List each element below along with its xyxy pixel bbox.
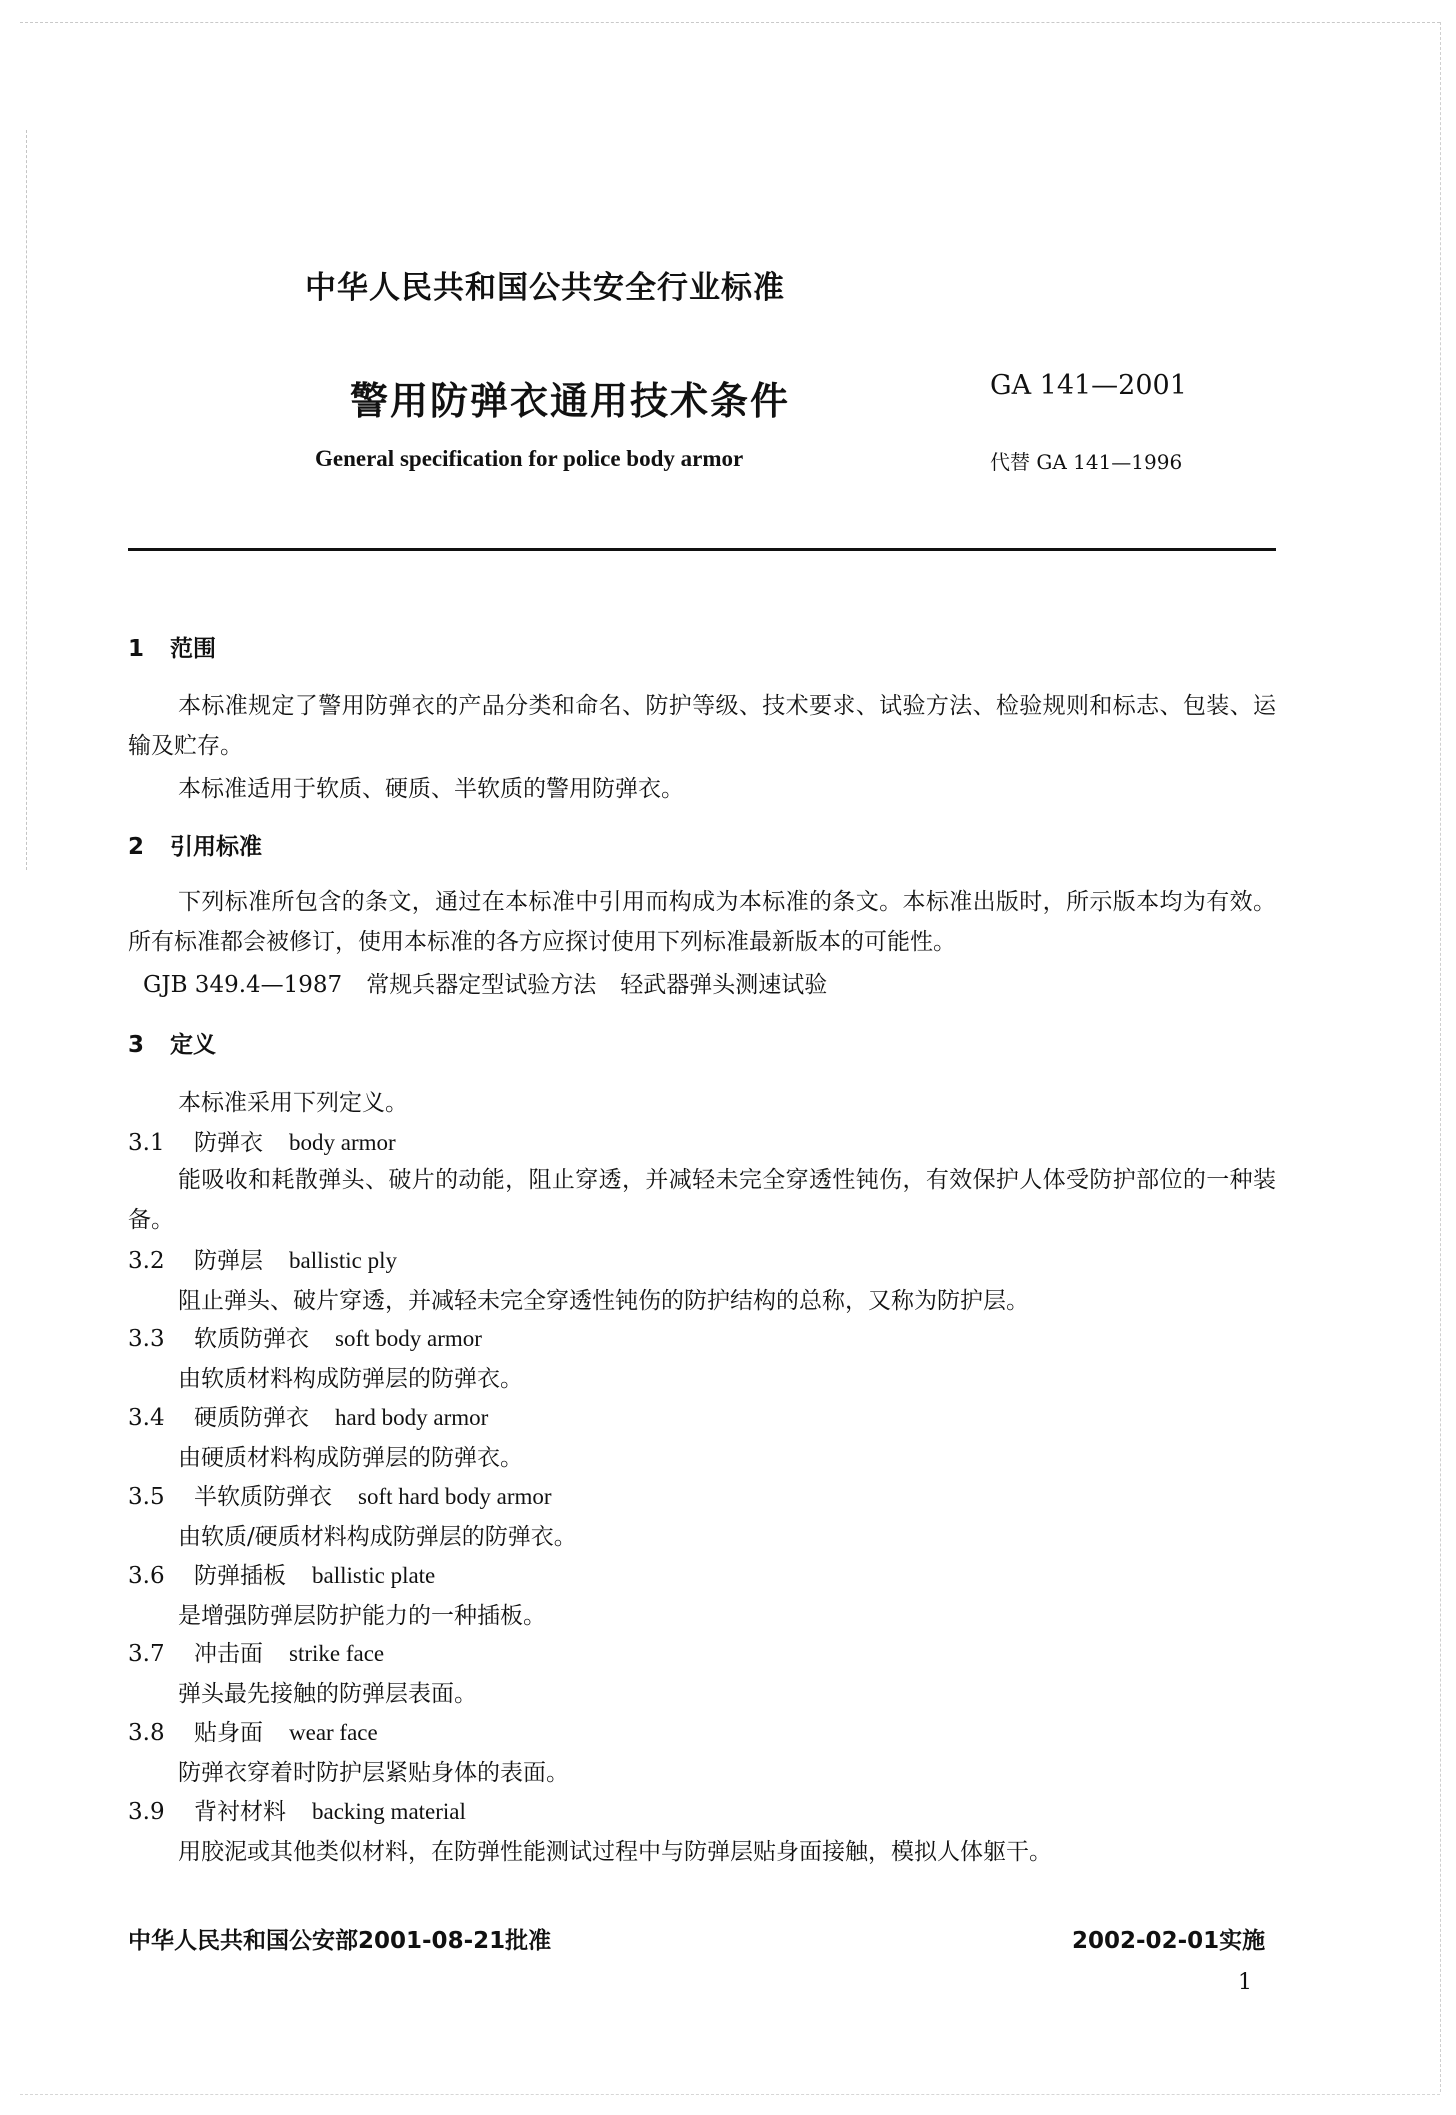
definition-term-en: soft hard body armor — [358, 1484, 552, 1509]
definition-term-cn: 背衬材料 — [194, 1799, 286, 1825]
definition-number: 3.3 — [128, 1326, 165, 1352]
section-1-paragraph-2: 本标准适用于软质、硬质、半软质的警用防弹衣。 — [178, 776, 684, 802]
definition-number: 3.5 — [128, 1484, 165, 1510]
definition-term-en: body armor — [289, 1130, 396, 1155]
header-rule — [128, 548, 1276, 551]
section-2-paragraph-1: 下列标准所包含的条文，通过在本标准中引用而构成为本标准的条文。本标准出版时，所示版本均为有效。所有标准都会被修订，使用本标准的各方应探讨使用下列标准最新版本的可能性。 — [128, 889, 1276, 955]
definition-heading-3-4 — [128, 1399, 488, 1432]
section-1-heading — [128, 630, 216, 663]
definition-heading-3-8 — [128, 1714, 378, 1747]
definition-desc-3-5: 由软质/硬质材料构成防弹层的防弹衣。 — [178, 1524, 577, 1550]
section-number: 3 — [128, 1032, 145, 1058]
section-title: 定义 — [170, 1032, 216, 1058]
definition-heading-3-9 — [128, 1793, 466, 1826]
definition-term-en: ballistic plate — [312, 1563, 436, 1588]
definition-term-cn: 软质防弹衣 — [194, 1326, 309, 1352]
definition-desc-3-2: 阻止弹头、破片穿透，并减轻未完全穿透性钝伤的防护结构的总称，又称为防护层。 — [178, 1288, 1029, 1314]
definition-term-en: hard body armor — [335, 1405, 489, 1430]
definition-desc-3-8: 防弹衣穿着时防护层紧贴身体的表面。 — [178, 1760, 569, 1786]
reference-title-b: 轻武器弹头测速试验 — [620, 972, 828, 998]
approval-statement: 中华人民共和国公安部2001-08-21批准 — [128, 1928, 552, 1954]
definition-desc-3-6: 是增强防弹层防护能力的一种插板。 — [178, 1603, 546, 1629]
scan-border-top — [20, 22, 1440, 23]
section-2-heading — [128, 828, 262, 861]
definition-desc-3-3: 由软质材料构成防弹层的防弹衣。 — [178, 1366, 523, 1392]
definition-term-cn: 防弹衣 — [194, 1130, 263, 1156]
standard-title: 警用防弹衣通用技术条件 — [350, 379, 791, 423]
definition-term-cn: 防弹层 — [194, 1248, 263, 1274]
definition-heading-3-1 — [128, 1124, 396, 1157]
standard-subtitle-english: General specification for police body armor — [315, 446, 744, 471]
definition-term-en: soft body armor — [335, 1326, 482, 1351]
section-3-intro: 本标准采用下列定义。 — [178, 1090, 408, 1116]
definition-heading-3-5 — [128, 1478, 552, 1511]
definition-desc-3-4: 由硬质材料构成防弹层的防弹衣。 — [178, 1445, 523, 1471]
definition-number: 3.6 — [128, 1563, 165, 1589]
definition-desc-3-7: 弹头最先接触的防弹层表面。 — [178, 1681, 477, 1707]
definition-number: 3.9 — [128, 1799, 165, 1825]
issuer-title: 中华人民共和国公共安全行业标准 — [305, 270, 785, 306]
definition-heading-3-2 — [128, 1242, 397, 1275]
reference-title-a: 常规兵器定型试验方法 — [366, 972, 597, 998]
standard-number: GA 141—2001 — [990, 370, 1187, 401]
page-number: 1 — [1238, 1970, 1252, 1995]
section-title: 引用标准 — [170, 834, 262, 860]
section-title: 范围 — [170, 636, 216, 662]
definition-term-cn: 贴身面 — [194, 1720, 263, 1746]
scan-border-left — [26, 130, 27, 870]
definition-desc-3-1: 能吸收和耗散弹头、破片的动能，阻止穿透，并减轻未完全穿透性钝伤，有效保护人体受防护部位的一种装备。 — [128, 1167, 1276, 1233]
section-number: 1 — [128, 636, 145, 662]
definition-desc-3-9: 用胶泥或其他类似材料，在防弹性能测试过程中与防弹层贴身面接触，模拟人体躯干。 — [178, 1839, 1052, 1865]
definition-term-cn: 硬质防弹衣 — [194, 1405, 309, 1431]
definition-heading-3-7 — [128, 1635, 384, 1668]
scan-border-bottom — [20, 2094, 1440, 2095]
definition-term-en: strike face — [289, 1641, 385, 1666]
definition-number: 3.8 — [128, 1720, 165, 1746]
definition-term-cn: 防弹插板 — [194, 1563, 286, 1589]
definition-term-cn: 半软质防弹衣 — [194, 1484, 332, 1510]
definition-term-en: backing material — [312, 1799, 466, 1824]
definition-number: 3.1 — [128, 1130, 165, 1156]
definition-term-en: wear face — [289, 1720, 378, 1745]
section-3-heading — [128, 1026, 216, 1059]
definition-heading-3-6 — [128, 1557, 435, 1590]
definition-number: 3.2 — [128, 1248, 165, 1274]
definition-number: 3.4 — [128, 1405, 165, 1431]
section-number: 2 — [128, 834, 145, 860]
definition-number: 3.7 — [128, 1641, 165, 1667]
effective-date: 2002-02-01实施 — [1072, 1928, 1266, 1954]
reference-code: GJB 349.4—1987 — [143, 972, 343, 998]
reference-standard-line — [143, 966, 827, 999]
scan-border-right — [1440, 22, 1441, 2092]
definition-term-cn: 冲击面 — [194, 1641, 263, 1667]
definition-term-en: ballistic ply — [289, 1248, 397, 1273]
section-1-paragraph-1: 本标准规定了警用防弹衣的产品分类和命名、防护等级、技术要求、试验方法、检验规则和标志、包装、运输及贮存。 — [128, 693, 1276, 759]
replaces-standard: 代替 GA 141—1996 — [990, 450, 1183, 474]
definition-heading-3-3 — [128, 1320, 482, 1353]
